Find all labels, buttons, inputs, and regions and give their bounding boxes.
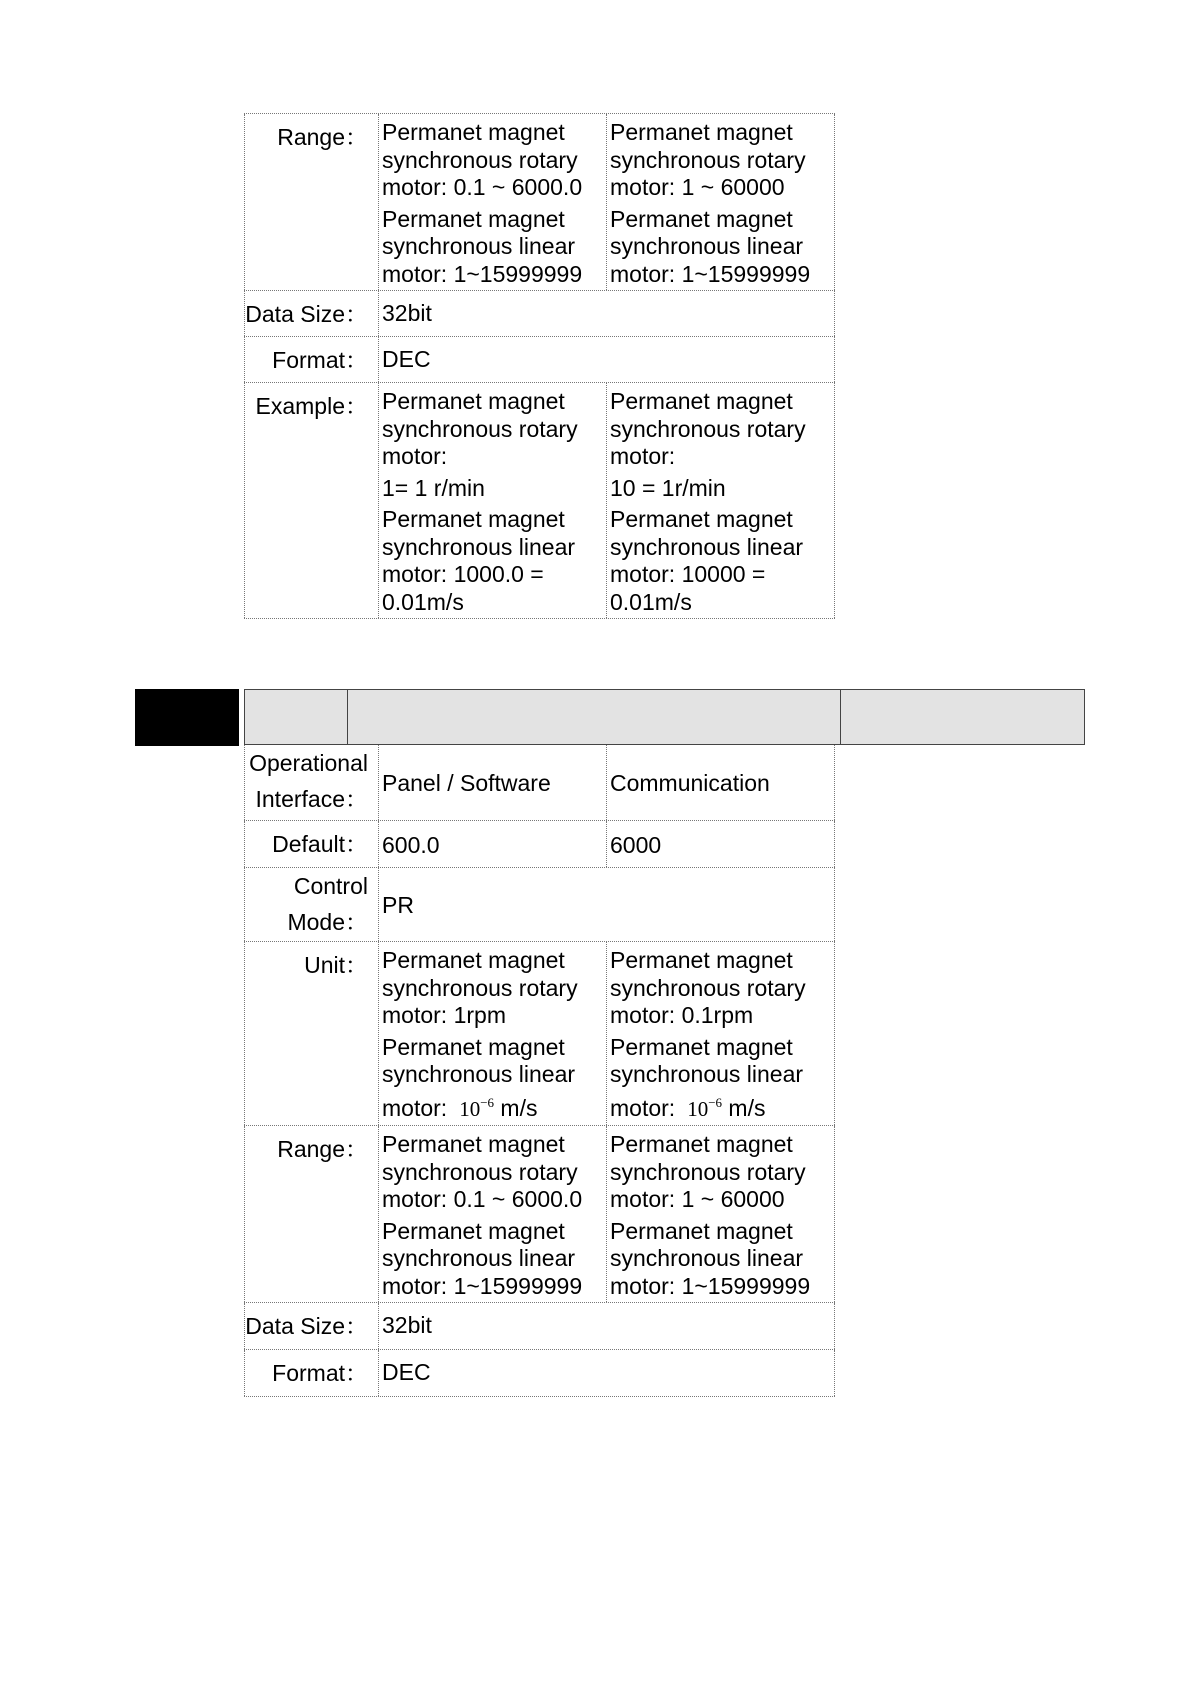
parameter-header-cell [841, 690, 1084, 744]
interface-label-line2: Interface： [255, 786, 368, 812]
unit-row [244, 942, 835, 1126]
range-label: Range： [244, 114, 379, 290]
control-mode-row [244, 868, 835, 942]
interface-label [244, 745, 379, 820]
range-row [244, 1126, 835, 1303]
range-rotary-text: Permanet magnet synchronous rotary motor: 0.1 ~ 6000.0 [382, 119, 583, 200]
unit-col2 [607, 942, 835, 1125]
range-col1 [379, 114, 607, 290]
data-size-row [244, 1303, 835, 1350]
range-rotary-text: Permanet magnet synchronous rotary motor: 0.1 ~ 6000.0 [382, 1131, 583, 1212]
data-size-label: Data Size： [244, 1303, 379, 1349]
example-rotary-value: 1= 1 r/min [382, 474, 485, 501]
unit-col1 [379, 942, 607, 1125]
format-value: DEC [379, 1350, 835, 1396]
unit-linear-text: Permanet magnet synchronous linear motor: $10^{-6}$ m/s [610, 1033, 804, 1121]
range-linear-text: Permanet magnet synchronous linear motor: 1~15999999 [382, 205, 583, 287]
parameter-header [244, 689, 1085, 745]
example-row [244, 383, 835, 619]
unit-linear-text: Permanet magnet synchronous linear motor: $10^{-6}$ m/s [382, 1033, 576, 1121]
data-size-value: 32bit [379, 291, 835, 336]
unit-label: Unit： [244, 942, 379, 1125]
data-size-row [244, 291, 835, 337]
interface-col2: Communication [607, 745, 835, 820]
example-linear-text: Permanet magnet synchronous linear motor: 10000 = 0.01m/s [610, 506, 804, 615]
range-linear-text: Permanet magnet synchronous linear motor: 1~15999999 [610, 1217, 811, 1299]
range-linear-text: Permanet magnet synchronous linear motor: 1~15999999 [610, 205, 811, 287]
range-linear-text: Permanet magnet synchronous linear motor: 1~15999999 [382, 1217, 583, 1299]
interface-col1: Panel / Software [379, 745, 607, 820]
control-mode-label-line2: Mode： [287, 909, 368, 935]
example-linear-text: Permanet magnet synchronous linear motor: 1000.0 = 0.01m/s [382, 506, 576, 615]
example-rotary-text: Permanet magnet synchronous rotary motor: [610, 388, 806, 469]
range-col2 [607, 1126, 835, 1302]
data-size-value: 32bit [379, 1303, 835, 1349]
example-rotary-value: 10 = 1r/min [610, 474, 726, 501]
format-row [244, 337, 835, 383]
example-label: Example： [244, 383, 379, 618]
format-label: Format： [244, 337, 379, 382]
default-col1: 600.0 [379, 821, 607, 867]
range-rotary-text: Permanet magnet synchronous rotary motor: 1 ~ 60000 [610, 1131, 806, 1212]
range-label: Range： [244, 1126, 379, 1302]
format-label: Format： [244, 1350, 379, 1396]
example-col2 [607, 383, 835, 618]
range-col2 [607, 114, 835, 290]
interface-label-line1: Operational [249, 750, 368, 776]
format-row [244, 1350, 835, 1397]
example-col1 [379, 383, 607, 618]
example-rotary-text: Permanet magnet synchronous rotary motor: [382, 388, 578, 469]
parameter-header-cell [348, 690, 841, 744]
parameter-id-block [135, 689, 239, 746]
unit-rotary-text: Permanet magnet synchronous rotary motor: 1rpm [382, 947, 578, 1028]
format-value: DEC [379, 337, 835, 382]
default-row [244, 821, 835, 868]
control-mode-label-line1: Control [293, 873, 368, 899]
data-size-label: Data Size： [244, 291, 379, 336]
range-col1 [379, 1126, 607, 1302]
default-col2: 6000 [607, 821, 835, 867]
param-table-1 [244, 113, 835, 619]
control-mode-value: PR [379, 868, 835, 941]
range-rotary-text: Permanet magnet synchronous rotary motor: 1 ~ 60000 [610, 119, 806, 200]
control-mode-label [244, 868, 379, 941]
interface-row [244, 745, 835, 821]
default-label: Default： [244, 821, 379, 867]
range-row [244, 113, 835, 291]
param-table-2 [244, 745, 835, 1397]
parameter-header-cell [245, 690, 348, 744]
unit-rotary-text: Permanet magnet synchronous rotary motor: 0.1rpm [610, 947, 806, 1028]
